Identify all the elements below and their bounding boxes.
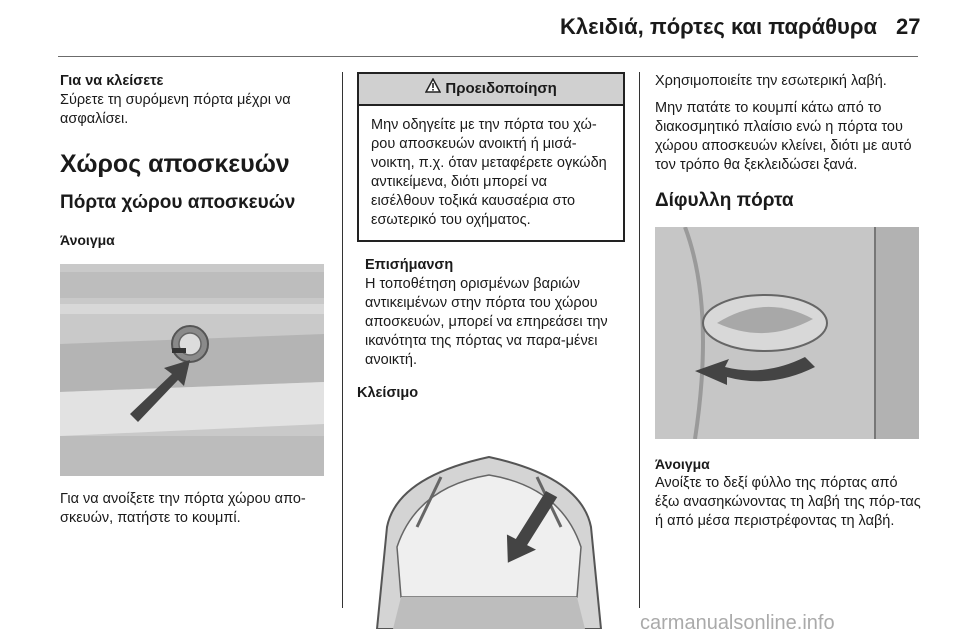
tailgate-closing-illustration bbox=[357, 417, 621, 629]
double-door-title: Δίφυλλη πόρτα bbox=[655, 190, 794, 211]
double-door-opening-heading: Άνοιγμα bbox=[655, 456, 710, 472]
lock-heading: Για να κλείσετε bbox=[60, 73, 164, 89]
column-2 bbox=[357, 72, 625, 629]
double-door-opening-text: Ανοίξτε το δεξί φύλλο της πόρτας από έξω ανασηκώνοντας τη λαβή της πόρ-τας ή από μέσα περιστρέφοντας τη λαβή. bbox=[655, 475, 921, 529]
warning-text: Μην οδηγείτε με την πόρτα του χώ-ρου αποσκευών ανοικτή ή μισά-νοικτη, π.χ. όταν μεταφέρετε ογκώδη αντικείμενα, διότι μπορεί να εισέλθουν τοξικά καυσαέρια στο εσωτερικό του οχήματος. bbox=[371, 117, 607, 228]
warning-box bbox=[357, 72, 625, 242]
double-door-figure bbox=[655, 227, 919, 439]
tailgate-button-illustration bbox=[60, 264, 324, 476]
page-title: Κλειδιά, πόρτες και παράθυρα bbox=[560, 14, 877, 39]
tailgate-button-figure bbox=[60, 264, 324, 476]
column-divider-1 bbox=[342, 72, 343, 608]
watermark: carmanualsonline.info bbox=[640, 612, 835, 634]
handle-text: Χρησιμοποιείτε την εσωτερική λαβή. bbox=[655, 73, 887, 89]
warning-header bbox=[359, 74, 623, 106]
closing-heading: Κλείσιμο bbox=[357, 385, 419, 401]
note-text: Η τοποθέτηση ορισμένων βαριών αντικειμένων στην πόρτα του χώρου αποσκευών, μπορεί να επηρεάσει την ικανότητα της πόρτας να παρα-μένει ανοικτή. bbox=[365, 276, 608, 368]
door-handle-illustration bbox=[655, 227, 919, 439]
page-header bbox=[0, 0, 960, 56]
lock-text: Σύρετε τη συρόμενη πόρτα μέχρι να ασφαλίσει. bbox=[60, 92, 291, 127]
opening-text: Για να ανοίξετε την πόρτα χώρου απο-σκευών, πατήστε το κουμπί. bbox=[60, 491, 306, 526]
warning-title: Προειδοποίηση bbox=[445, 80, 557, 97]
note-heading: Επισήμανση bbox=[365, 257, 454, 273]
tailgate-closing-figure bbox=[357, 417, 621, 629]
page-number: 27 bbox=[896, 14, 921, 39]
header-rule bbox=[58, 56, 918, 57]
column-3 bbox=[655, 72, 923, 531]
subsection-title: Πόρτα χώρου αποσκευών bbox=[60, 192, 296, 213]
column-1 bbox=[60, 72, 328, 528]
opening-heading: Άνοιγμα bbox=[60, 232, 115, 248]
button-warning-text: Μην πατάτε το κουμπί κάτω από το διακοσμητικό πλαίσιο ενώ η πόρτα του χώρου αποσκευών κλείνει, διότι με αυτό τον τρόπο θα ξεκλειδώσει ξανά. bbox=[655, 100, 912, 173]
column-divider-2 bbox=[639, 72, 640, 608]
warning-triangle-icon bbox=[425, 74, 441, 104]
section-title: Χώρος αποσκευών bbox=[60, 150, 290, 178]
